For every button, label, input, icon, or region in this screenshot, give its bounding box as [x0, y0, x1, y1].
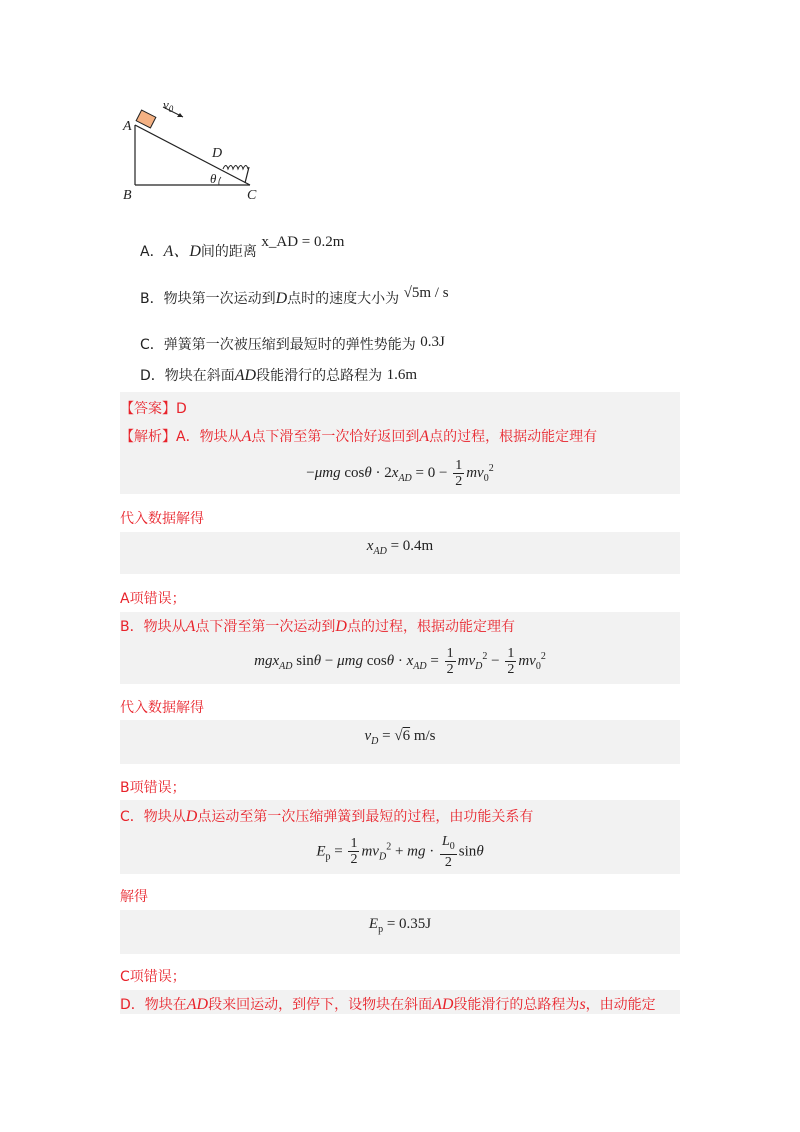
label-v0: $v_0$ — [163, 97, 174, 114]
b-wrong: B项错误； — [120, 780, 186, 796]
equation-3: mgx$_{AD}$ sinθ − μmg $\cos\theta \cdot x_{AD}$ = $\frac{1}{2}$ $mv_D^2$ − $\frac{1}{2}$ $mv_0^2$ — [254, 646, 546, 677]
option-b: B．物块第一次运动到D点时的速度大小为 √5m / s — [140, 285, 449, 307]
analysis-d-intro: D．物块在AD段来回运动，到停下，设物块在斜面AD段能滑行的总路程为s，由动能定 — [120, 996, 656, 1013]
label-theta: θ — [210, 171, 217, 186]
equation-1: −μmg $\cos\theta \cdot 2x_{AD} = 0$ − $\frac{1}{2}$ $mv_0^2$ — [306, 458, 494, 489]
substitute-2: 代入数据解得 — [120, 700, 204, 716]
label-D: D — [212, 146, 223, 161]
equation-5: $E_p$ = $\frac{1}{2}$ $mv_D^2$ + mg · $\frac{L_0}{2}$ sinθ — [316, 834, 484, 870]
substitute-1: 代入数据解得 — [120, 511, 204, 527]
equation-2: $x_{AD} = 0.4m$ — [366, 538, 434, 557]
label-B: B — [123, 188, 132, 203]
analysis-b-intro: B．物块从A点下滑至第一次运动到D点的过程，根据动能定理有 — [120, 618, 515, 635]
label-C: C — [247, 188, 257, 203]
block — [136, 110, 156, 128]
answer-label: 【答案】D — [120, 401, 187, 417]
label-A: A — [123, 119, 132, 134]
spring — [223, 166, 248, 170]
incline-diagram — [115, 95, 275, 210]
c-wrong: C项错误； — [120, 969, 186, 985]
solve-label: 解得 — [120, 889, 148, 905]
a-wrong: A项错误； — [120, 591, 186, 607]
analysis-c-intro: C．物块从D点运动至第一次压缩弹簧到最短的过程，由功能关系有 — [120, 808, 534, 825]
option-d: D．物块在斜面AD段能滑行的总路程为 1.6m — [140, 367, 417, 384]
option-a: A．A、D间的距离 x_AD = 0.2m — [140, 234, 345, 260]
analysis-a-intro: 【解析】A．物块从A点下滑至第一次恰好返回到A点的过程，根据动能定理有 — [120, 428, 598, 445]
equation-4: $v_D = √6$ m/s — [364, 728, 436, 747]
equation-6: $E_p = 0.35J$ — [368, 916, 432, 935]
option-c: C．弹簧第一次被压缩到最短时的弹性势能为 0.3J — [140, 334, 445, 353]
